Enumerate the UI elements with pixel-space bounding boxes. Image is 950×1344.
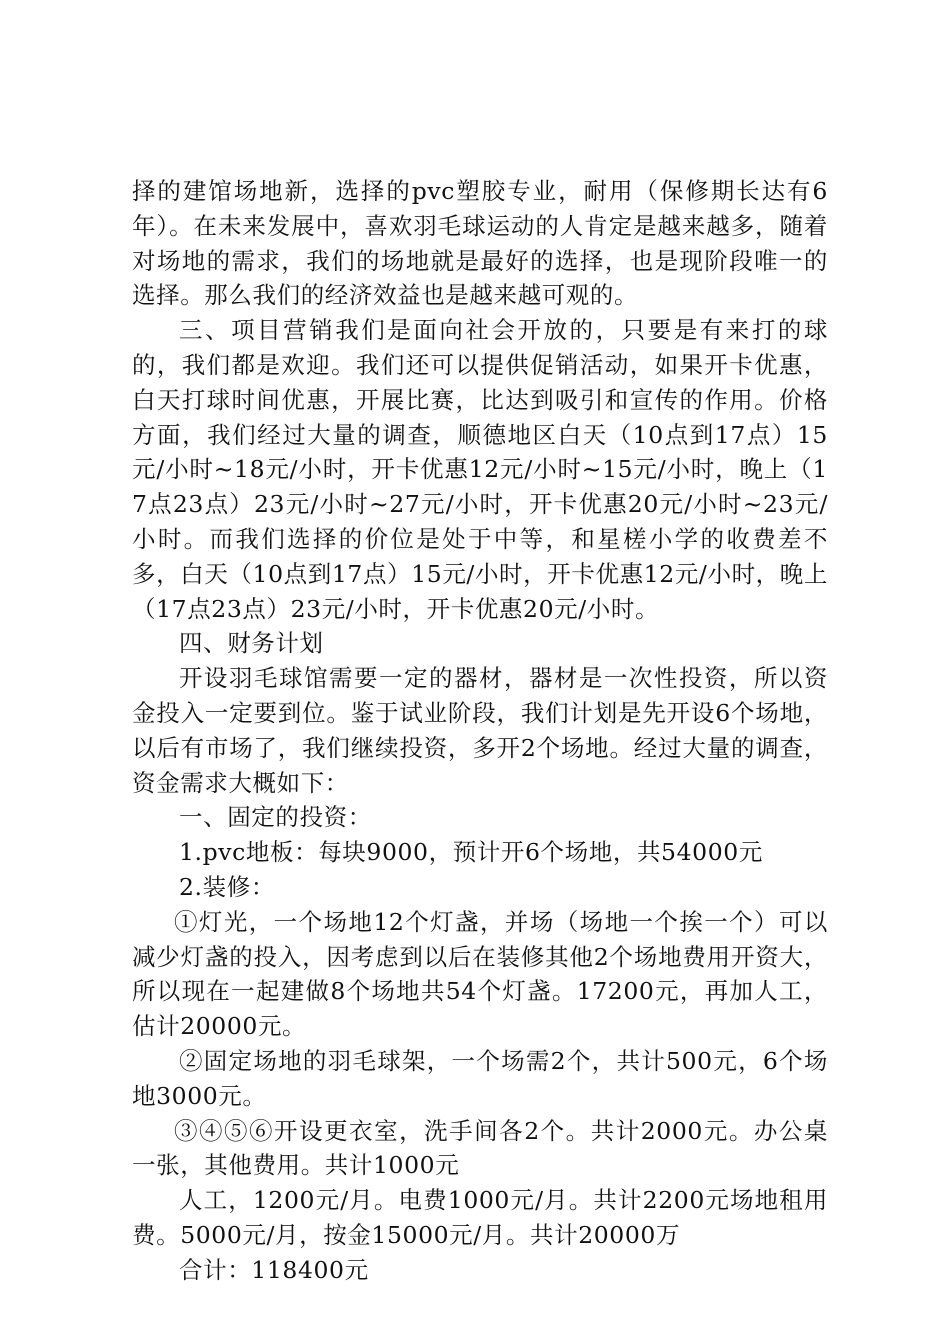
item-lighting: ①灯光，一个场地12个灯盏，并场（场地一个挨一个）可以减少灯盏的投入，因考虑到以后在装修其他2个场地费用开资大，所以现在一起建做8个场地共54个灯盏。17200元，再加人工，估计20000元。 xyxy=(132,907,828,1041)
paragraph-investment-intro: 开设羽毛球馆需要一定的器材，器材是一次性投资，所以资金投入一定要到位。鉴于试业阶段，我们计划是先开设6个场地，以后有市场了，我们继续投资，多开2个场地。经过大量的调查，资金需求大概如下： xyxy=(132,664,828,797)
item-changing-rooms: ③④⑤⑥开设更衣室，洗手间各2个。共计2000元。办公桌一张，其他费用。共计1000元 xyxy=(132,1116,828,1180)
item-badminton-stands: ②固定场地的羽毛球架，一个场需2个，共计500元，6个场地3000元。 xyxy=(132,1046,828,1110)
paragraph-marketing: 三、项目营销我们是面向社会开放的，只要是有来打的球的，我们都是欢迎。我们还可以提供促销活动，如果开卡优惠，白天打球时间优惠，开展比赛，比达到吸引和宣传的作用。价格方面，我们经过大量的调查，顺德地区白天（10点到17点）15元/小时~18元/小时，开卡优惠12元/小时~15元/小时，晚上（17点23点）23元/小时~27元/小时，开卡优惠20元/小时~23元/小时。而我们选择的价位是处于中等，和星槎小学的收费差不多，白天（10点到17点）15元/小时，开卡优惠12元/小时，晚上（17点23点）23元/小时，开卡优惠20元/小时。 xyxy=(132,316,828,623)
paragraph-site-advantage: 择的建馆场地新，选择的pvc塑胶专业，耐用（保修期长达有6年）。在未来发展中，喜欢羽毛球运动的人肯定是越来越多，随着对场地的需求，我们的场地就是最好的选择，也是现阶段唯一的选择。那么我们的经济效益也是越来越可观的。 xyxy=(132,177,828,310)
item-total: 合计：118400元 xyxy=(179,1255,369,1284)
item-labor-rent: 人工，1200元/月。电费1000元/月。共计2200元场地租用费。5000元/月，按金15000元/月。共计20000万 xyxy=(132,1186,828,1249)
item-pvc-floor: 1.pvc地板：每块9000，预计开6个场地，共54000元 xyxy=(179,838,763,867)
item-renovation: 2.装修： xyxy=(179,872,275,901)
document-body xyxy=(132,174,828,1288)
heading-financial-plan: 四、财务计划 xyxy=(179,629,324,658)
heading-fixed-investment: 一、固定的投资： xyxy=(179,803,372,832)
